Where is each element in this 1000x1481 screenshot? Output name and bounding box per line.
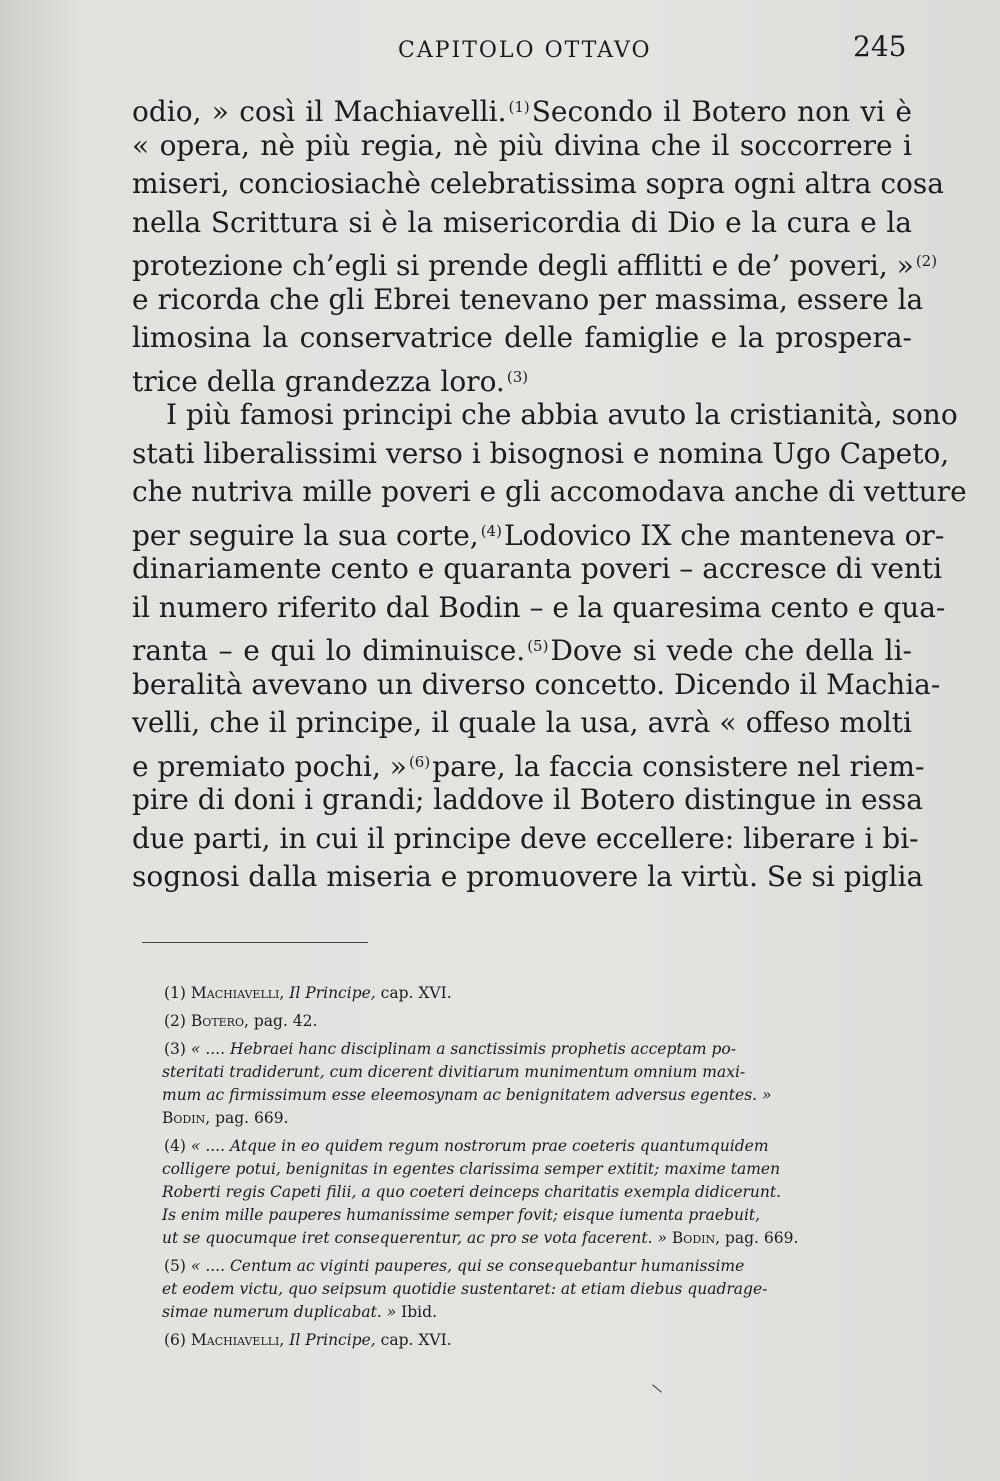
text-line: il numero riferito dal Bodin – e la quaresima cento e qua-: [132, 590, 946, 624]
footnote-1: (1) Machiavelli, Il Principe, cap. XVI.: [164, 984, 452, 1002]
footnote-ref: (3): [506, 367, 529, 386]
text-line: ranta – e qui lo diminuisce. $^{(5)}$Dove si vede che della li-: [132, 634, 912, 667]
footnote-ref: (4): [480, 521, 502, 540]
text-line: odio, » così il Machiavelli. $^{(1)}$Secondo il Botero non vi è: [132, 95, 912, 128]
footnotes: [164, 982, 914, 1357]
text-line: stati liberalissimi verso i bisognosi e nomina Ugo Capeto,: [132, 436, 950, 470]
footnote-ref: (1): [508, 98, 530, 116]
text-line: miseri, conciosiachè celebratissima sopra ogni altra cosa: [132, 167, 944, 200]
text-line: protezione ch’egli si prende degli afflitti e de’ poveri, » $^{(2)}$: [132, 249, 938, 282]
main-text: [132, 88, 967, 897]
text-line: e ricorda che gli Ebrei tenevano per massima, essere la: [132, 282, 924, 316]
running-head: CAPITOLO OTTAVO: [398, 38, 652, 63]
text-line: dinariamente cento e quaranta poveri – accresce di venti: [132, 552, 943, 585]
text-line: nella Scrittura si è la misericordia di Dio e la cura e la: [132, 205, 912, 239]
text-line: pire di doni i grandi; laddove il Botero distingue in essa: [132, 783, 923, 816]
footnote-ref: (5): [527, 637, 549, 655]
footnote-2: (2) Botero, pag. 42.: [164, 1012, 318, 1030]
text-line: sognosi dalla miseria e promuovere la virtù. Se si piglia: [132, 860, 924, 893]
text-line: « opera, nè più regia, nè più divina che il soccorrere i: [132, 128, 912, 162]
text-line: I più famosi principi che abbia avuto la cristianità, sono: [166, 398, 958, 431]
footnote-6: (6) Machiavelli, Il Principe, cap. XVI.: [164, 1331, 452, 1349]
text-line: trice della grandezza loro. $^{(3)}$: [132, 364, 529, 398]
footnote-4: (4) « .... Atque in eo quidem regum nostrorum prae coeteris quantumquidem colligere potui, benignitas in egentes clarissima semper extitit; maxime tamen Roberti regis Capeti filii, a quo coeteri deinceps charitatis exempla didicerunt. Is enim mille pauperes humanissime semper fovit; eisque iumenta praebuit, ut se quocumque iret consequerentur, ac pro se vota facerent. » Bodin, pag. 669.: [162, 1137, 799, 1247]
text-line: velli, che il principe, il quale la usa, avrà « offeso molti: [132, 706, 912, 739]
stray-mark: [652, 1384, 662, 1392]
text-line: e premiato pochi, » $^{(6)}$pare, la faccia consistere nel riem-: [132, 749, 925, 783]
text-line: limosina la conservatrice delle famiglie e la prospera-: [132, 321, 912, 354]
text-line: che nutriva mille poveri e gli accomodava anche di vetture: [132, 475, 967, 508]
page-number: 245: [853, 30, 907, 63]
text-line: per seguire la sua corte, $^{(4)}$Lodovico IX che manteneva or-: [132, 518, 945, 552]
footnote-ref: (2): [915, 252, 938, 270]
footnote-5: (5) « .... Centum ac viginti pauperes, qui se consequebantur humanissime et eodem victu, quo seipsum quotidie sustentaret: at etiam diebus quadrage- simae numerum duplicabat. » Ibid.: [162, 1257, 768, 1321]
text-line: due parti, in cui il principe deve eccellere: liberare i bi-: [132, 821, 919, 855]
text-line: beralità avevano un diverso concetto. Dicendo il Machia-: [132, 667, 941, 701]
footnote-3: (3) « .... Hebraei hanc disciplinam a sanctissimis prophetis acceptam po- steritati tradiderunt, cum dicerent divitiarum munimentum omnium maxi- mum ac firmissimum esse eleemosynam ac benignitatem adversus egentes. » Bodin, pag. 669.: [162, 1040, 772, 1127]
footnote-ref: (6): [408, 752, 431, 771]
footnote-divider: [142, 942, 368, 943]
